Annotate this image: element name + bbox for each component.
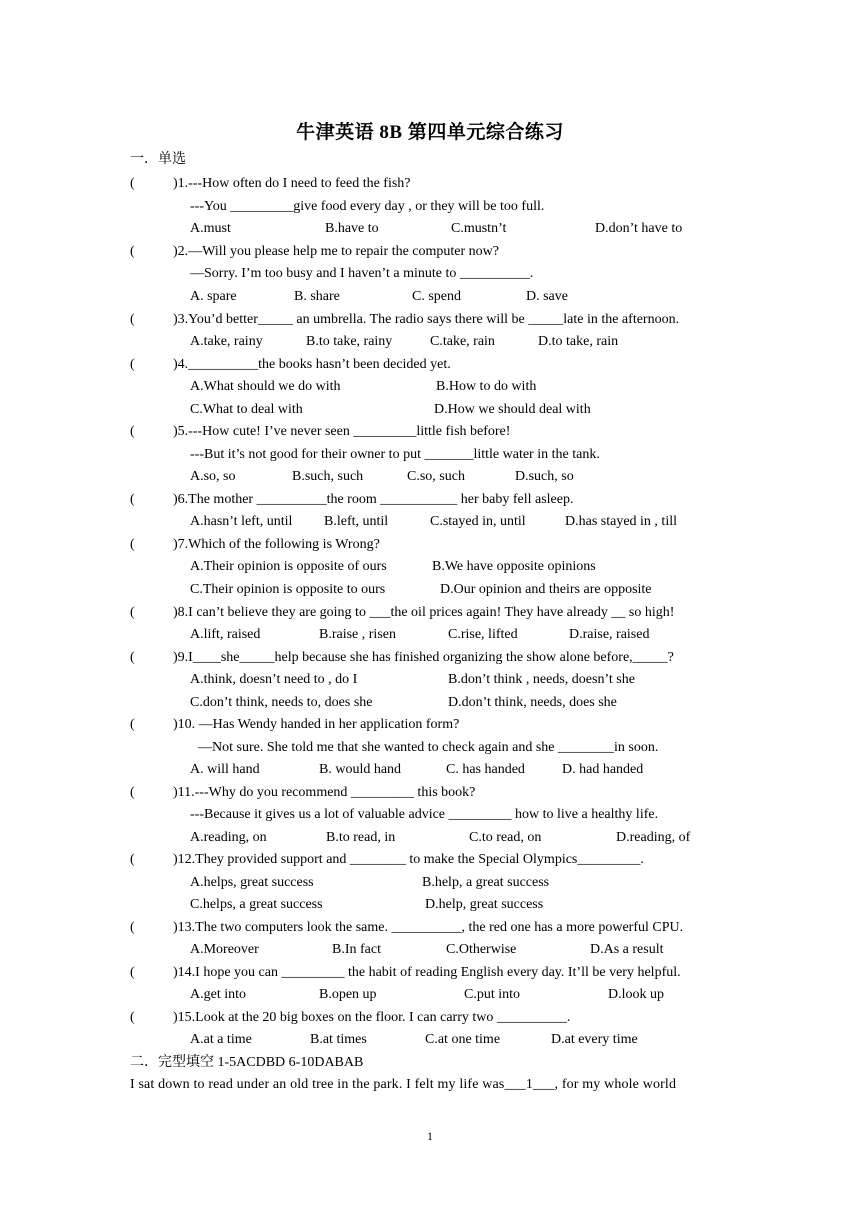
option-d: D.don’t have to [595, 221, 683, 236]
question-stem: )10. —Has Wendy handed in her application form? [173, 717, 460, 732]
section1-heading: 一．单选 [130, 152, 186, 167]
option-b: B. share [294, 289, 340, 304]
option-c: C.Otherwise [446, 942, 517, 957]
answer-paren[interactable]: ( [130, 717, 135, 732]
option-a: A.reading, on [190, 830, 267, 845]
option-d: D.has stayed in , till [565, 514, 677, 529]
option-d: D.look up [608, 987, 664, 1002]
option-a: A.must [190, 221, 231, 236]
answer-paren[interactable]: ( [130, 1010, 135, 1025]
option-a: A.hasn’t left, until [190, 514, 293, 529]
question-line: —Sorry. I’m too busy and I haven’t a minute to __________. [190, 266, 534, 281]
option-d: D.don’t think, needs, does she [448, 695, 617, 710]
question-line: ---You _________give food every day , or they will be too full. [190, 199, 545, 214]
option-b: B.don’t think , needs, doesn’t she [448, 672, 635, 687]
option-c: C.don’t think, needs to, does she [190, 695, 373, 710]
option-d: D.help, great success [425, 897, 544, 912]
answer-paren[interactable]: ( [130, 605, 135, 620]
question-stem: )15.Look at the 20 big boxes on the floor. I can carry two __________. [173, 1010, 571, 1025]
option-a: A.helps, great success [190, 875, 314, 890]
option-d: D.such, so [515, 469, 574, 484]
answer-paren[interactable]: ( [130, 357, 135, 372]
option-a: A.take, rainy [190, 334, 263, 349]
question-stem: )5.---How cute! I’ve never seen _________little fish before! [173, 424, 511, 439]
option-c: C.put into [464, 987, 521, 1002]
question-stem: )8.I can’t believe they are going to ___the oil prices again! They have already __ so high! [173, 605, 675, 620]
page-number: 1 [427, 1129, 433, 1143]
option-c: C.stayed in, until [430, 514, 526, 529]
option-d: D.How we should deal with [434, 402, 591, 417]
option-d: D.As a result [590, 942, 664, 957]
option-a: A.so, so [190, 469, 236, 484]
answer-paren[interactable]: ( [130, 492, 135, 507]
option-a: A.Their opinion is opposite of ours [190, 559, 387, 574]
answer-paren[interactable]: ( [130, 537, 135, 552]
option-b: B.help, a great success [422, 875, 550, 890]
option-b: B.left, until [324, 514, 389, 529]
question-line: —Not sure. She told me that she wanted to check again and she ________in soon. [198, 740, 659, 755]
option-b: B.such, such [292, 469, 364, 484]
option-b: B.to take, rainy [306, 334, 393, 349]
option-b: B.open up [319, 987, 377, 1002]
option-d: D.at every time [551, 1032, 638, 1047]
question-line: ---But it’s not good for their owner to put _______little water in the tank. [190, 447, 600, 462]
option-b: B.In fact [332, 942, 381, 957]
option-c: C.mustn’t [451, 221, 507, 236]
question-stem: )7.Which of the following is Wrong? [173, 537, 380, 552]
option-b: B.to read, in [326, 830, 396, 845]
option-c: C. has handed [446, 762, 525, 777]
option-c: C.at one time [425, 1032, 501, 1047]
question-stem: )2.—Will you please help me to repair the computer now? [173, 244, 499, 259]
option-a: A.lift, raised [190, 627, 261, 642]
question-stem: )9.I____she_____help because she has finished organizing the show alone before,_____? [173, 650, 674, 665]
option-c: C.Their opinion is opposite to ours [190, 582, 386, 597]
option-b: B.How to do with [436, 379, 537, 394]
section2-heading: 二．完型填空 1-5ACDBD 6-10DABAB [130, 1055, 364, 1070]
option-c: C.helps, a great success [190, 897, 323, 912]
answer-paren[interactable]: ( [130, 785, 135, 800]
option-c: C.take, rain [430, 334, 495, 349]
option-d: D.raise, raised [569, 627, 650, 642]
question-line: ---Because it gives us a lot of valuable advice _________ how to live a healthy life. [190, 807, 659, 822]
answer-paren[interactable]: ( [130, 920, 135, 935]
answer-paren[interactable]: ( [130, 424, 135, 439]
option-c: C.What to deal with [190, 402, 303, 417]
question-stem: )3.You’d better_____ an umbrella. The radio says there will be _____late in the afternoon. [173, 312, 680, 327]
option-b: B.We have opposite opinions [432, 559, 596, 574]
option-a: A. spare [190, 289, 237, 304]
option-c: C.so, such [407, 469, 465, 484]
question-stem: )11.---Why do you recommend _________ this book? [173, 785, 476, 800]
question-stem: )14.I hope you can _________ the habit of reading English every day. It’ll be very helpful. [173, 965, 681, 980]
option-d: D.Our opinion and theirs are opposite [440, 582, 652, 597]
option-b: B.have to [325, 221, 379, 236]
question-stem: )6.The mother __________the room ___________ her baby fell asleep. [173, 492, 574, 507]
option-a: A.at a time [190, 1032, 252, 1047]
option-d: D.to take, rain [538, 334, 619, 349]
option-a: A. will hand [190, 762, 260, 777]
answer-paren[interactable]: ( [130, 852, 135, 867]
question-stem: )4.__________the books hasn’t been decided yet. [173, 357, 451, 372]
answer-paren[interactable]: ( [130, 312, 135, 327]
option-c: C.rise, lifted [448, 627, 518, 642]
option-d: D. save [526, 289, 568, 304]
question-stem: )1.---How often do I need to feed the fish? [173, 176, 411, 191]
option-a: A.Moreover [190, 942, 259, 957]
option-b: B. would hand [319, 762, 402, 777]
page-title: 牛津英语 8B 第四单元综合练习 [296, 122, 564, 143]
option-c: C. spend [412, 289, 461, 304]
option-b: B.at times [310, 1032, 367, 1047]
option-a: A.What should we do with [190, 379, 341, 394]
answer-paren[interactable]: ( [130, 965, 135, 980]
passage-line: I sat down to read under an old tree in the park. I felt my life was___1___, for my whole world [130, 1077, 677, 1092]
option-b: B.raise , risen [319, 627, 396, 642]
answer-paren[interactable]: ( [130, 176, 135, 191]
option-c: C.to read, on [469, 830, 542, 845]
question-stem: )12.They provided support and ________ to make the Special Olympics_________. [173, 852, 644, 867]
answer-paren[interactable]: ( [130, 650, 135, 665]
question-stem: )13.The two computers look the same. __________, the red one has a more powerful CPU. [173, 920, 684, 935]
option-a: A.think, doesn’t need to , do I [190, 672, 358, 687]
option-d: D. had handed [562, 762, 644, 777]
option-d: D.reading, of [616, 830, 691, 845]
answer-paren[interactable]: ( [130, 244, 135, 259]
option-a: A.get into [190, 987, 246, 1002]
